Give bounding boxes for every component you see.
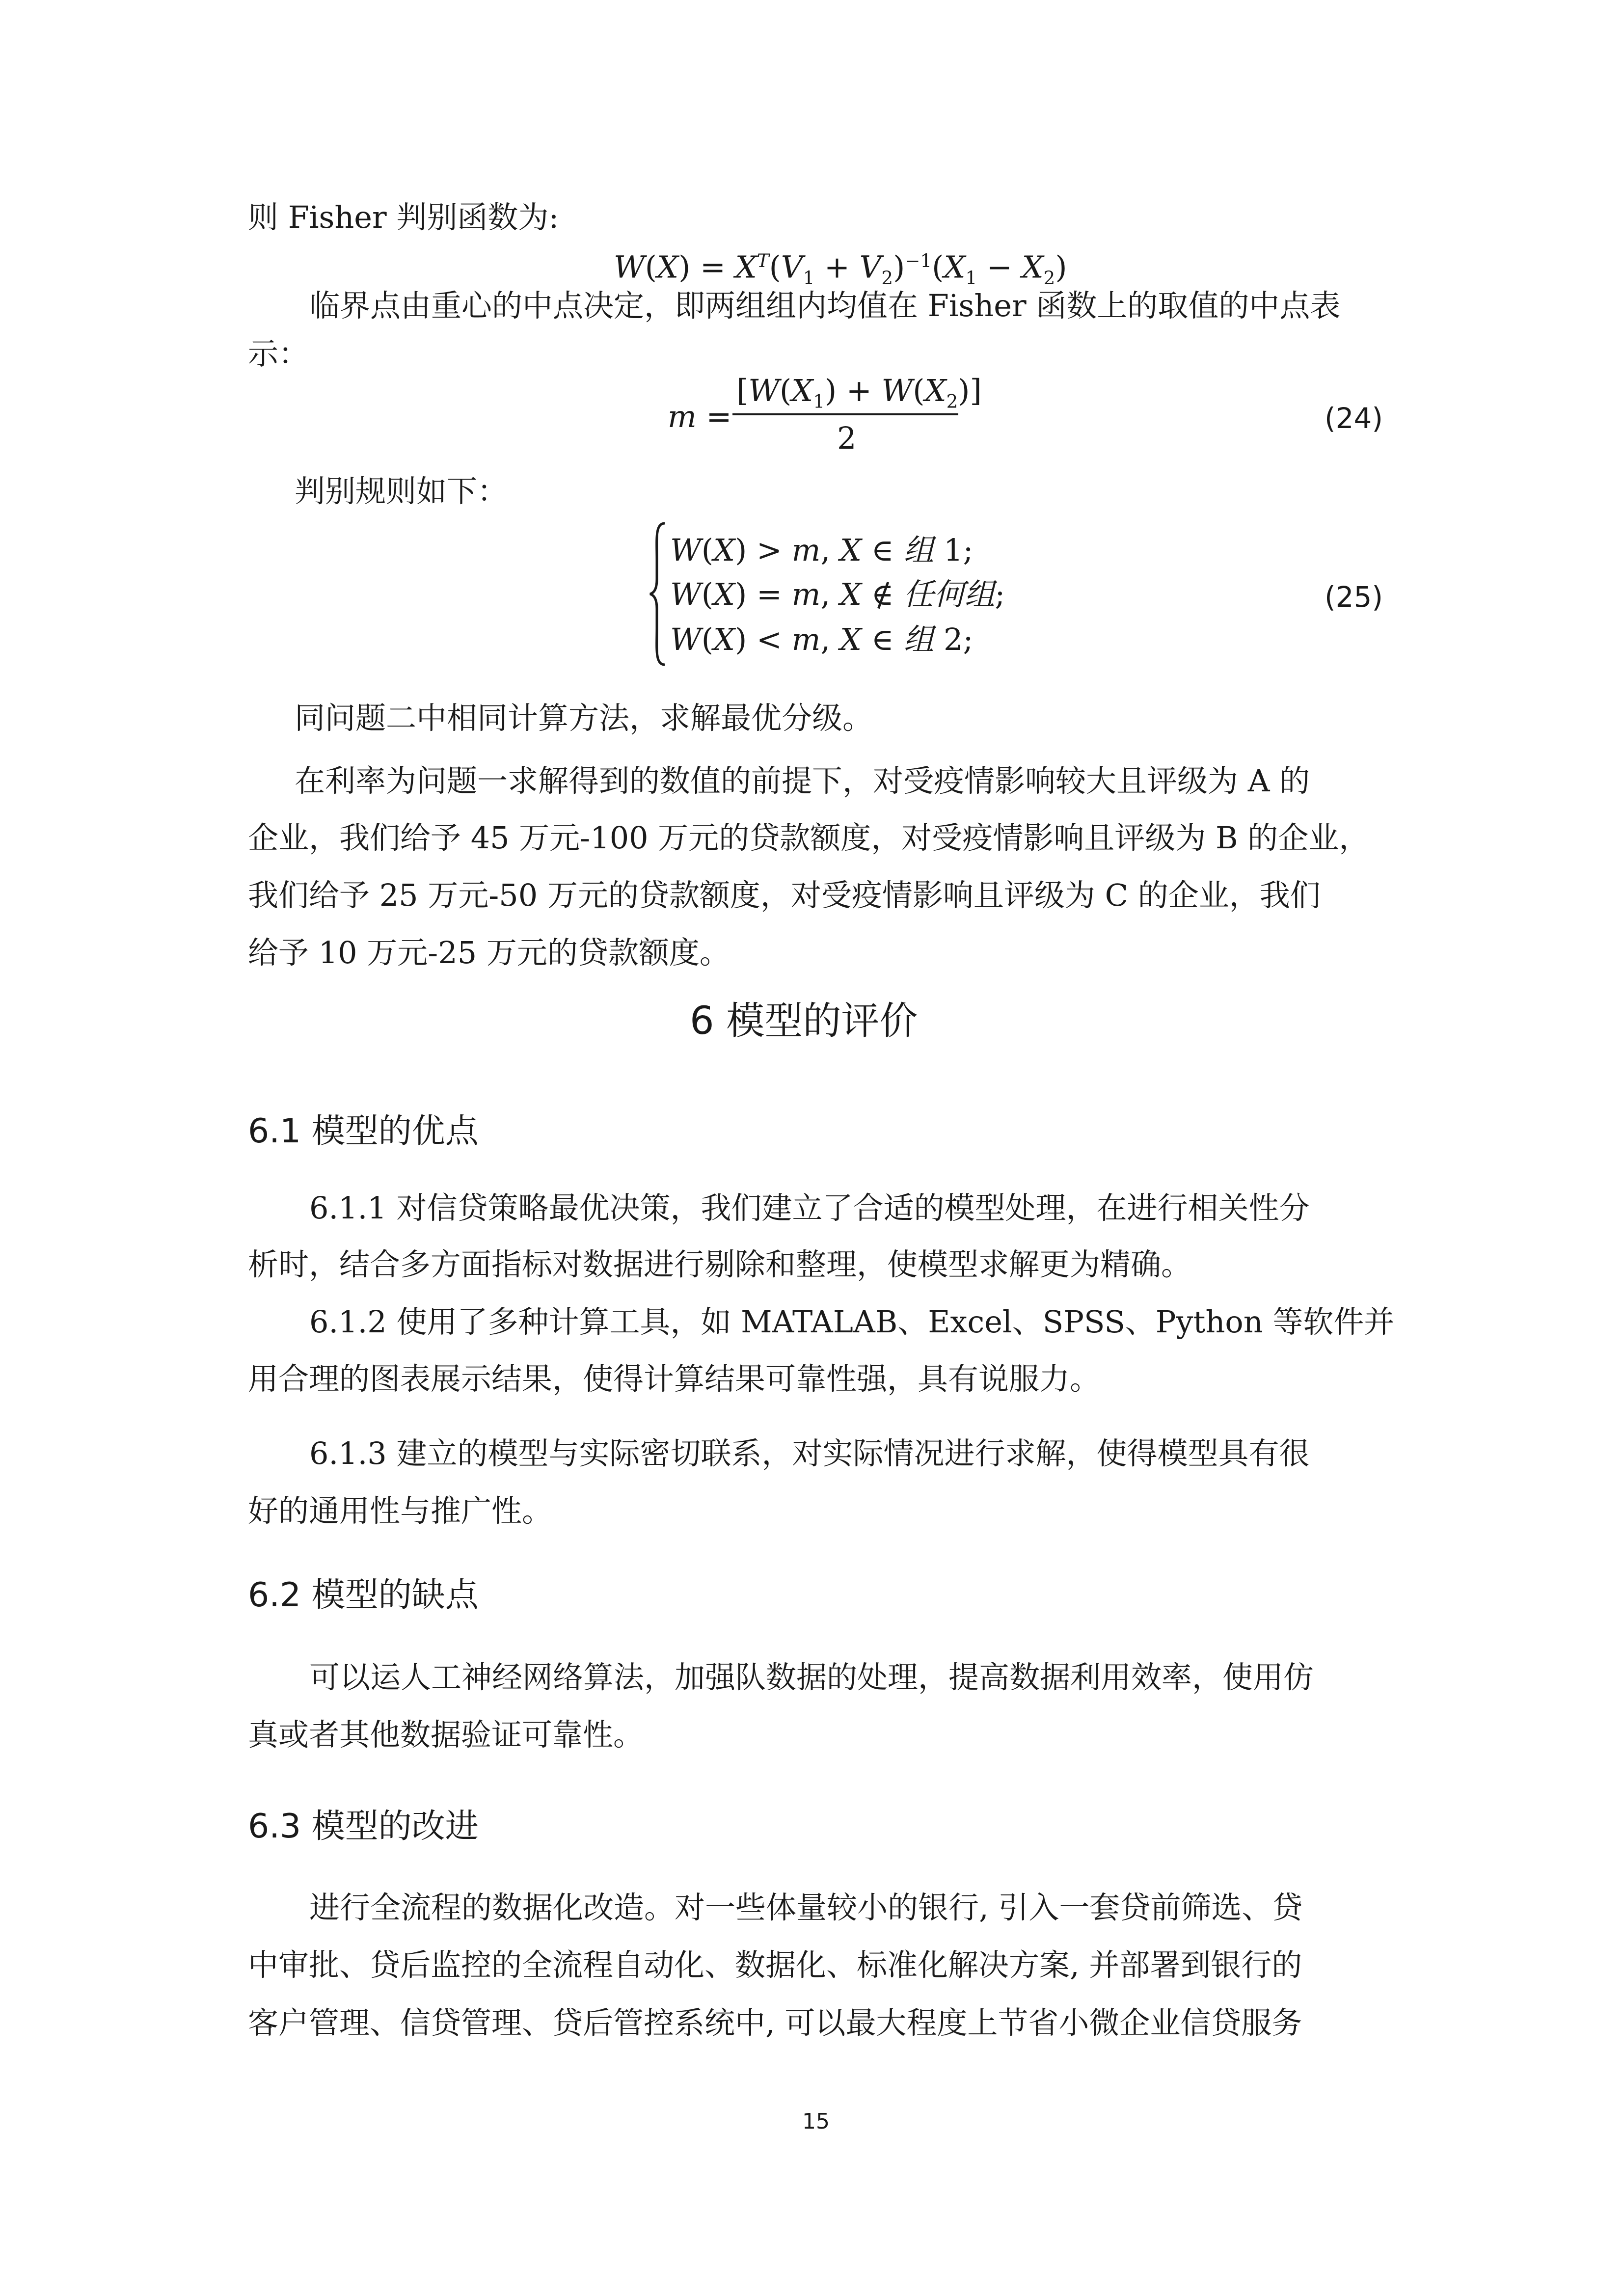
p-6-1-3-line-2: 好的通用性与推广性。 bbox=[248, 1493, 553, 1529]
fisher-equation: $W(X) = X^T(V_1 + V_2)^{-1}(X_1 - X_2)$ bbox=[614, 249, 1067, 289]
p-6-1-2-line-1: 6.1.2 使用了多种计算工具，如 MATALAB、Excel、SPSS、Python 等软件并 bbox=[309, 1304, 1395, 1340]
p-6-1-1-line-2: 析时，结合多方面指标对数据进行剔除和整理，使模型求解更为精确。 bbox=[248, 1246, 1192, 1282]
rate-paragraph-line-4: 给予 10 万元-25 万元的贷款额度。 bbox=[248, 935, 730, 971]
equation-number-24: (24) bbox=[1324, 402, 1383, 435]
p-6-1-2-line-2: 用合理的图表展示结果，使得计算结果可靠性强，具有说服力。 bbox=[248, 1361, 1101, 1397]
subsection-6-2-title: 6.2 模型的缺点 bbox=[248, 1576, 479, 1615]
rate-paragraph-line-3: 我们给予 25 万元-50 万元的贷款额度，对受疫情影响且评级为 C 的企业，我们 bbox=[248, 877, 1321, 913]
p-6-2-line-1: 可以运人工神经网络算法，加强队数据的处理，提高数据利用效率，使用仿 bbox=[309, 1659, 1314, 1695]
p-6-3-line-1: 进行全流程的数据化改造。对一些体量较小的银行, 引入一套贷前筛选、贷 bbox=[309, 1890, 1303, 1925]
midpoint-lhs: m = bbox=[668, 399, 732, 434]
section-title: 6 模型的评价 bbox=[690, 999, 918, 1043]
p-6-3-line-2: 中审批、贷后监控的全流程自动化、数据化、标准化解决方案, 并部署到银行的 bbox=[248, 1947, 1302, 1983]
midpoint-denominator: 2 bbox=[837, 420, 857, 456]
critical-paragraph-line-1: 临界点由重心的中点决定，即两组组内均值在 Fisher 函数上的取值的中点表 bbox=[309, 288, 1341, 324]
p-6-1-1-line-1: 6.1.1 对信贷策略最优决策，我们建立了合适的模型处理，在进行相关性分 bbox=[309, 1190, 1310, 1226]
p-6-3-line-3: 客户管理、信贷管理、贷后管控系统中, 可以最大程度上节省小微企业信贷服务 bbox=[248, 2005, 1302, 2041]
rules-intro: 判别规则如下： bbox=[295, 473, 508, 509]
p-6-1-3-line-1: 6.1.3 建立的模型与实际密切联系，对实际情况进行求解，使得模型具有很 bbox=[309, 1435, 1310, 1471]
critical-paragraph-line-2: 示： bbox=[248, 336, 309, 372]
subsection-6-3-title: 6.3 模型的改进 bbox=[248, 1807, 479, 1846]
midpoint-numerator: $[W(X_1) + W(X_2)]$ bbox=[736, 373, 982, 412]
same-method-paragraph: 同问题二中相同计算方法，求解最优分级。 bbox=[295, 700, 873, 736]
rate-paragraph-line-2: 企业，我们给予 45 万元-100 万元的贷款额度，对受疫情影响且评级为 B 的企业， bbox=[248, 820, 1370, 856]
fraction-bar bbox=[732, 413, 958, 415]
subsection-6-1-title: 6.1 模型的优点 bbox=[248, 1112, 479, 1151]
rule-2: W(X) = m, X ∉ 任何组; bbox=[670, 576, 1005, 612]
p-6-2-line-2: 真或者其他数据验证可靠性。 bbox=[248, 1717, 644, 1753]
rule-3: W(X) < m, X ∈ 组 2; bbox=[670, 621, 974, 657]
rule-1: W(X) > m, X ∈ 组 1; bbox=[670, 532, 974, 568]
page-number: 15 bbox=[802, 2109, 830, 2134]
left-brace bbox=[648, 520, 668, 668]
equation-number-25: (25) bbox=[1324, 580, 1383, 614]
rate-paragraph-line-1: 在利率为问题一求解得到的数值的前提下，对受疫情影响较大且评级为 A 的 bbox=[295, 763, 1310, 799]
intro-line: 则 Fisher 判别函数为: bbox=[248, 199, 559, 235]
